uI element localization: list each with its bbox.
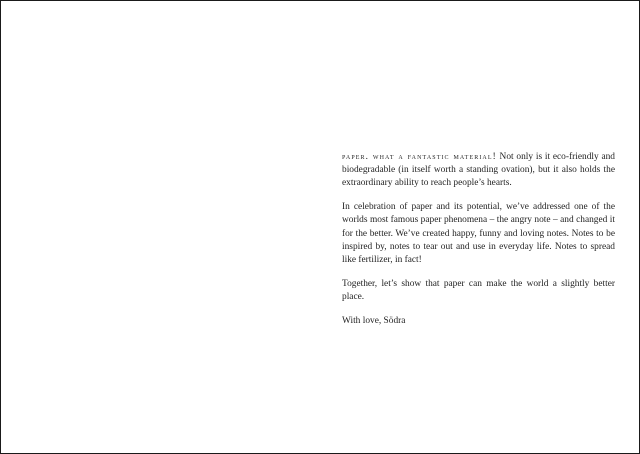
together-paragraph: Together, let’s show that paper can make the world a slightly better place.	[342, 278, 615, 302]
spread-gutter	[321, 1, 322, 453]
lead-in-small-caps: paper. what a fantastic material!	[342, 151, 497, 161]
signoff: With love, Södra	[342, 315, 406, 326]
celebration-paragraph: In celebration of paper and its potential, we’ve addressed one of the worlds most famous paper phenomena – the angry note – and changed it for the better. We’ve created happy, funny and loving notes. Notes to be inspired by, notes to tear out and use in everyday life. Notes to spread like fertilizer, in fact!	[342, 202, 615, 265]
intro-body: Not only is it eco-friendly and biodegradable (in itself worth a standing ovation), but it also holds the extraordinary ability to reach people’s hearts.	[342, 152, 615, 189]
intro-paragraph	[342, 150, 615, 191]
right-page-text	[342, 150, 615, 338]
